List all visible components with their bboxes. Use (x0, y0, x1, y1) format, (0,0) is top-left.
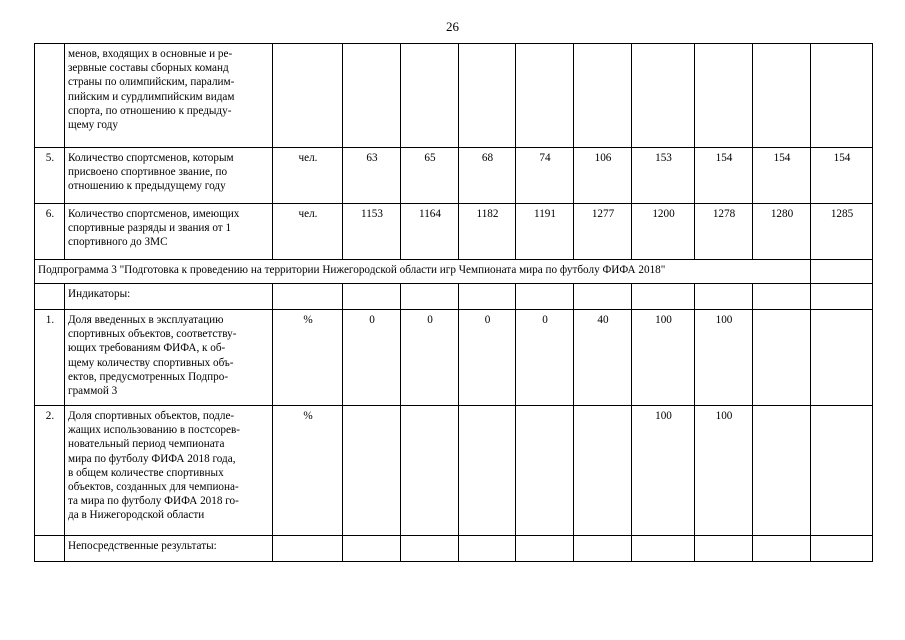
value-cell (343, 44, 401, 148)
value-cell (753, 536, 811, 562)
value-cell (574, 44, 632, 148)
value-cell: 63 (343, 148, 401, 204)
value-cell (811, 406, 873, 536)
unit-cell: чел. (273, 204, 343, 260)
row-number: 6. (35, 204, 65, 260)
value-cell: 1182 (459, 204, 516, 260)
table-row (35, 204, 873, 260)
value-cell (343, 406, 401, 536)
value-cell (459, 406, 516, 536)
value-cell: 100 (695, 310, 753, 406)
value-cell: 1200 (632, 204, 695, 260)
page-number: 26 (446, 19, 459, 34)
value-cell (753, 406, 811, 536)
value-cell (695, 284, 753, 310)
value-cell: 0 (459, 310, 516, 406)
value-cell: 154 (695, 148, 753, 204)
row-number: 5. (35, 148, 65, 204)
indicator-description: Доля введенных в эксплуатацию спортивных объектов, соответству- ющих требованиям ФИФА, к об- щему количеству спортивных объ- ектов, предусмотренных Подпро- граммой 3 (65, 310, 273, 406)
value-cell (811, 44, 873, 148)
indicator-description: Количество спортсменов, имеющих спортивные разряды и звания от 1 спортивного до ЗМС (65, 204, 273, 260)
unit-cell (273, 44, 343, 148)
table-row (35, 148, 873, 204)
value-cell: 0 (401, 310, 459, 406)
value-cell (632, 284, 695, 310)
value-cell: 100 (632, 406, 695, 536)
value-cell: 1278 (695, 204, 753, 260)
value-cell (459, 284, 516, 310)
value-cell: 1280 (753, 204, 811, 260)
unit-cell: чел. (273, 148, 343, 204)
value-cell: 1164 (401, 204, 459, 260)
value-cell (811, 284, 873, 310)
row-number (35, 44, 65, 148)
value-cell (574, 536, 632, 562)
row-number (35, 284, 65, 310)
value-cell (753, 284, 811, 310)
value-cell (516, 536, 574, 562)
value-cell (343, 284, 401, 310)
value-cell (401, 406, 459, 536)
value-cell (401, 44, 459, 148)
value-cell: 65 (401, 148, 459, 204)
row-number (35, 536, 65, 562)
value-cell (811, 536, 873, 562)
value-cell (753, 44, 811, 148)
value-cell: 1285 (811, 204, 873, 260)
value-cell: 153 (632, 148, 695, 204)
table-row (35, 406, 873, 536)
value-cell (516, 406, 574, 536)
row-number: 1. (35, 310, 65, 406)
value-cell (343, 536, 401, 562)
value-cell (459, 536, 516, 562)
value-cell: 106 (574, 148, 632, 204)
indicator-description: Индикаторы: (65, 284, 273, 310)
value-cell: 1191 (516, 204, 574, 260)
row-number: 2. (35, 406, 65, 536)
indicator-description: Непосредственные результаты: (65, 536, 273, 562)
unit-cell (273, 536, 343, 562)
value-cell (695, 536, 753, 562)
value-cell: 100 (695, 406, 753, 536)
value-cell: 0 (343, 310, 401, 406)
value-cell: 1277 (574, 204, 632, 260)
unit-cell: % (273, 310, 343, 406)
indicator-description: менов, входящих в основные и ре- зервные составы сборных команд страны по олимпийским, паралим- пийским и сурдлимпийским видам спорта, по отношению к предыду- щему году (65, 44, 273, 148)
value-cell (574, 284, 632, 310)
value-cell: 1153 (343, 204, 401, 260)
table-row (35, 536, 873, 562)
value-cell: 0 (516, 310, 574, 406)
unit-cell: % (273, 406, 343, 536)
unit-cell (273, 284, 343, 310)
indicator-description: Доля спортивных объектов, подле- жащих использованию в постсорев- новательный период чемпионата мира по футболу ФИФА 2018 года, в общем количестве спортивных объектов, созданных для чемпиона- та мира по футболу ФИФА 2018 го- да в Нижегородской области (65, 406, 273, 536)
value-cell: 154 (811, 148, 873, 204)
value-cell (632, 44, 695, 148)
indicator-description: Количество спортсменов, которым присвоено спортивное звание, по отношению к предыдущему году (65, 148, 273, 204)
value-cell (459, 44, 516, 148)
value-cell: 74 (516, 148, 574, 204)
empty-cell (811, 260, 873, 284)
value-cell (516, 44, 574, 148)
value-cell (574, 406, 632, 536)
value-cell (632, 536, 695, 562)
value-cell: 100 (632, 310, 695, 406)
value-cell: 40 (574, 310, 632, 406)
indicators-table (34, 43, 873, 562)
value-cell (516, 284, 574, 310)
value-cell (401, 536, 459, 562)
table-row (35, 44, 873, 148)
value-cell (401, 284, 459, 310)
value-cell (753, 310, 811, 406)
value-cell (811, 310, 873, 406)
value-cell: 68 (459, 148, 516, 204)
table-row (35, 310, 873, 406)
value-cell: 154 (753, 148, 811, 204)
subprogram-title: Подпрограмма 3 "Подготовка к проведению на территории Нижегородской области игр Чемпионата мира по футболу ФИФА 2018" (35, 260, 811, 284)
subprogram-row (35, 260, 873, 284)
table-row (35, 284, 873, 310)
value-cell (695, 44, 753, 148)
